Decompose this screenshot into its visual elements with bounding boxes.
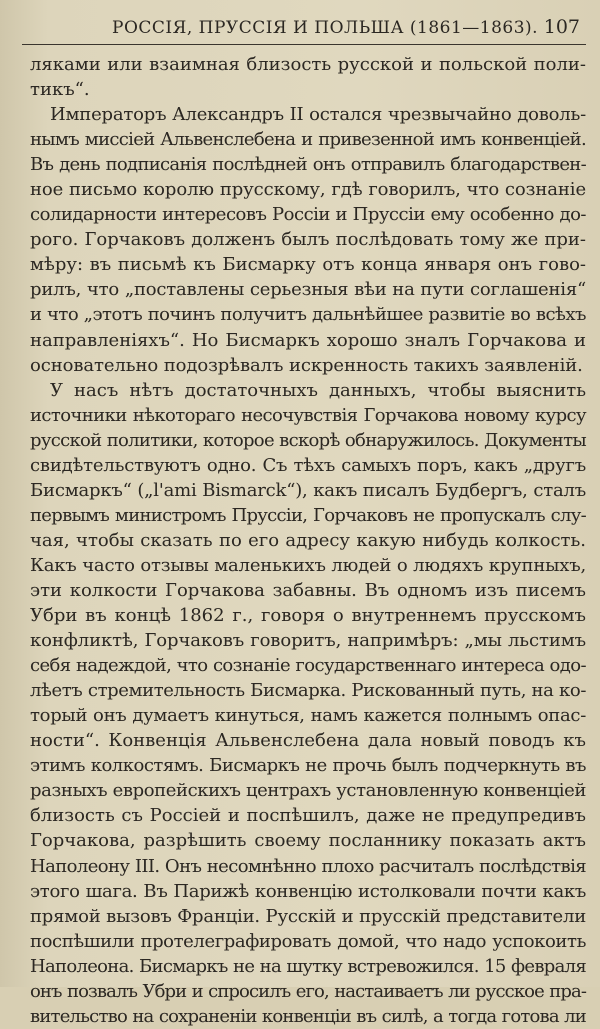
text-line: этимъ колкостямъ. Бисмаркъ не прочь былъ подчеркнуть въ (30, 755, 586, 777)
text-line: разныхъ европейскихъ центрахъ установленную конвенціей (30, 780, 586, 802)
page-number: 107 (543, 16, 580, 38)
text-line: тикъ“. (30, 79, 90, 101)
running-title: РОССІЯ, ПРУССІЯ И ПОЛЬША (1861—1863). (112, 18, 539, 38)
text-line: ляками или взаимная близость русской и польской поли- (30, 54, 586, 75)
text-line: ное письмо королю прусскому, гдѣ говорилъ, что сознаніе (30, 179, 586, 201)
text-line: источники нѣкотораго несочувствія Горчакова новому курсу (30, 404, 586, 426)
text-line: вительство на сохраненіи конвенціи въ силѣ, а тогда готова ли (30, 1005, 586, 1027)
text-line: себя надеждой, что сознаніе государственнаго интереса одо- (30, 655, 586, 677)
text-line: чая, чтобы сказать по его адресу какую нибудь колкость. (30, 529, 586, 551)
body-text (30, 52, 586, 1029)
text-line: мѣру: въ письмѣ къ Бисмарку отъ конца января онъ гово- (30, 254, 586, 276)
text-line: близость съ Россіей и поспѣшилъ, даже не предупредивъ (30, 805, 586, 827)
text-line: поспѣшили протелеграфировать домой, что надо успокоить (30, 930, 586, 952)
text-line: эти колкости Горчакова забавны. Въ одномъ изъ писемъ (30, 579, 586, 601)
text-line: онъ позвалъ Убри и спросилъ его, настаиваетъ ли русское пра- (30, 980, 586, 1002)
text-line: свидѣтельствуютъ одно. Съ тѣхъ самыхъ поръ, какъ „другъ (30, 454, 586, 476)
text-line: рилъ, что „поставлены серьезныя вѣи на пути соглашенія“ (30, 279, 586, 301)
text-line: Въ день подписанія послѣдней онъ отправилъ благодарствен- (30, 154, 586, 176)
text-line: торый онъ думаетъ кинуться, намъ кажется полнымъ опас- (30, 705, 586, 727)
text-line: Императоръ Александръ II остался чрезвычайно доволь- (50, 104, 586, 126)
text-line: основательно подозрѣвалъ искренность такихъ заявленій. (30, 354, 583, 376)
text-line: нымъ миссіей Альвенслебена и привезенной имъ конвенціей. (30, 129, 586, 151)
text-line: направленіяхъ“. Но Бисмаркъ хорошо зналъ Горчакова и (30, 329, 586, 351)
text-line: солидарности интересовъ Россіи и Пруссіи ему особенно до- (30, 204, 586, 226)
text-line: ности“. Конвенція Альвенслебена дала новый поводъ къ (30, 730, 586, 752)
text-line: прямой вызовъ Франціи. Русскій и прусскій представители (30, 905, 586, 927)
text-line: У насъ нѣтъ достаточныхъ данныхъ, чтобы выяснить (50, 379, 586, 401)
text-line: Убри въ концѣ 1862 г., говоря о внутреннемъ прусскомъ (30, 605, 586, 627)
text-line: русской политики, которое вскорѣ обнаружилось. Документы (30, 429, 586, 451)
text-line: Наполеону III. Онъ несомнѣнно плохо расчиталъ послѣдствія (30, 855, 586, 877)
text-line: рого. Горчаковъ долженъ былъ послѣдовать тому же при- (30, 229, 586, 251)
text-line: конфликтѣ, Горчаковъ говоритъ, напримѣръ: „мы льстимъ (30, 630, 586, 652)
text-line: Какъ часто отзывы маленькихъ людей о людяхъ крупныхъ, (30, 554, 586, 576)
text-line: первымъ министромъ Пруссіи, Горчаковъ не пропускалъ слу- (30, 504, 586, 526)
text-line: Наполеона. Бисмаркъ не на шутку встревожился. 15 февраля (30, 955, 586, 977)
text-line: Горчакова, разрѣшить своему посланнику показать актъ (30, 830, 586, 852)
running-head (22, 14, 586, 45)
text-line: Бисмаркъ“ („l'ami Bismarck“), какъ писалъ Будбергъ, сталъ (30, 479, 586, 501)
text-line: этого шага. Въ Парижѣ конвенцію истолковали почти какъ (30, 880, 586, 902)
text-line: лѣетъ стремительность Бисмарка. Рискованный путь, на ко- (30, 680, 586, 702)
text-line: и что „этотъ починъ получитъ дальнѣйшее развитіе во всѣхъ (30, 304, 586, 326)
